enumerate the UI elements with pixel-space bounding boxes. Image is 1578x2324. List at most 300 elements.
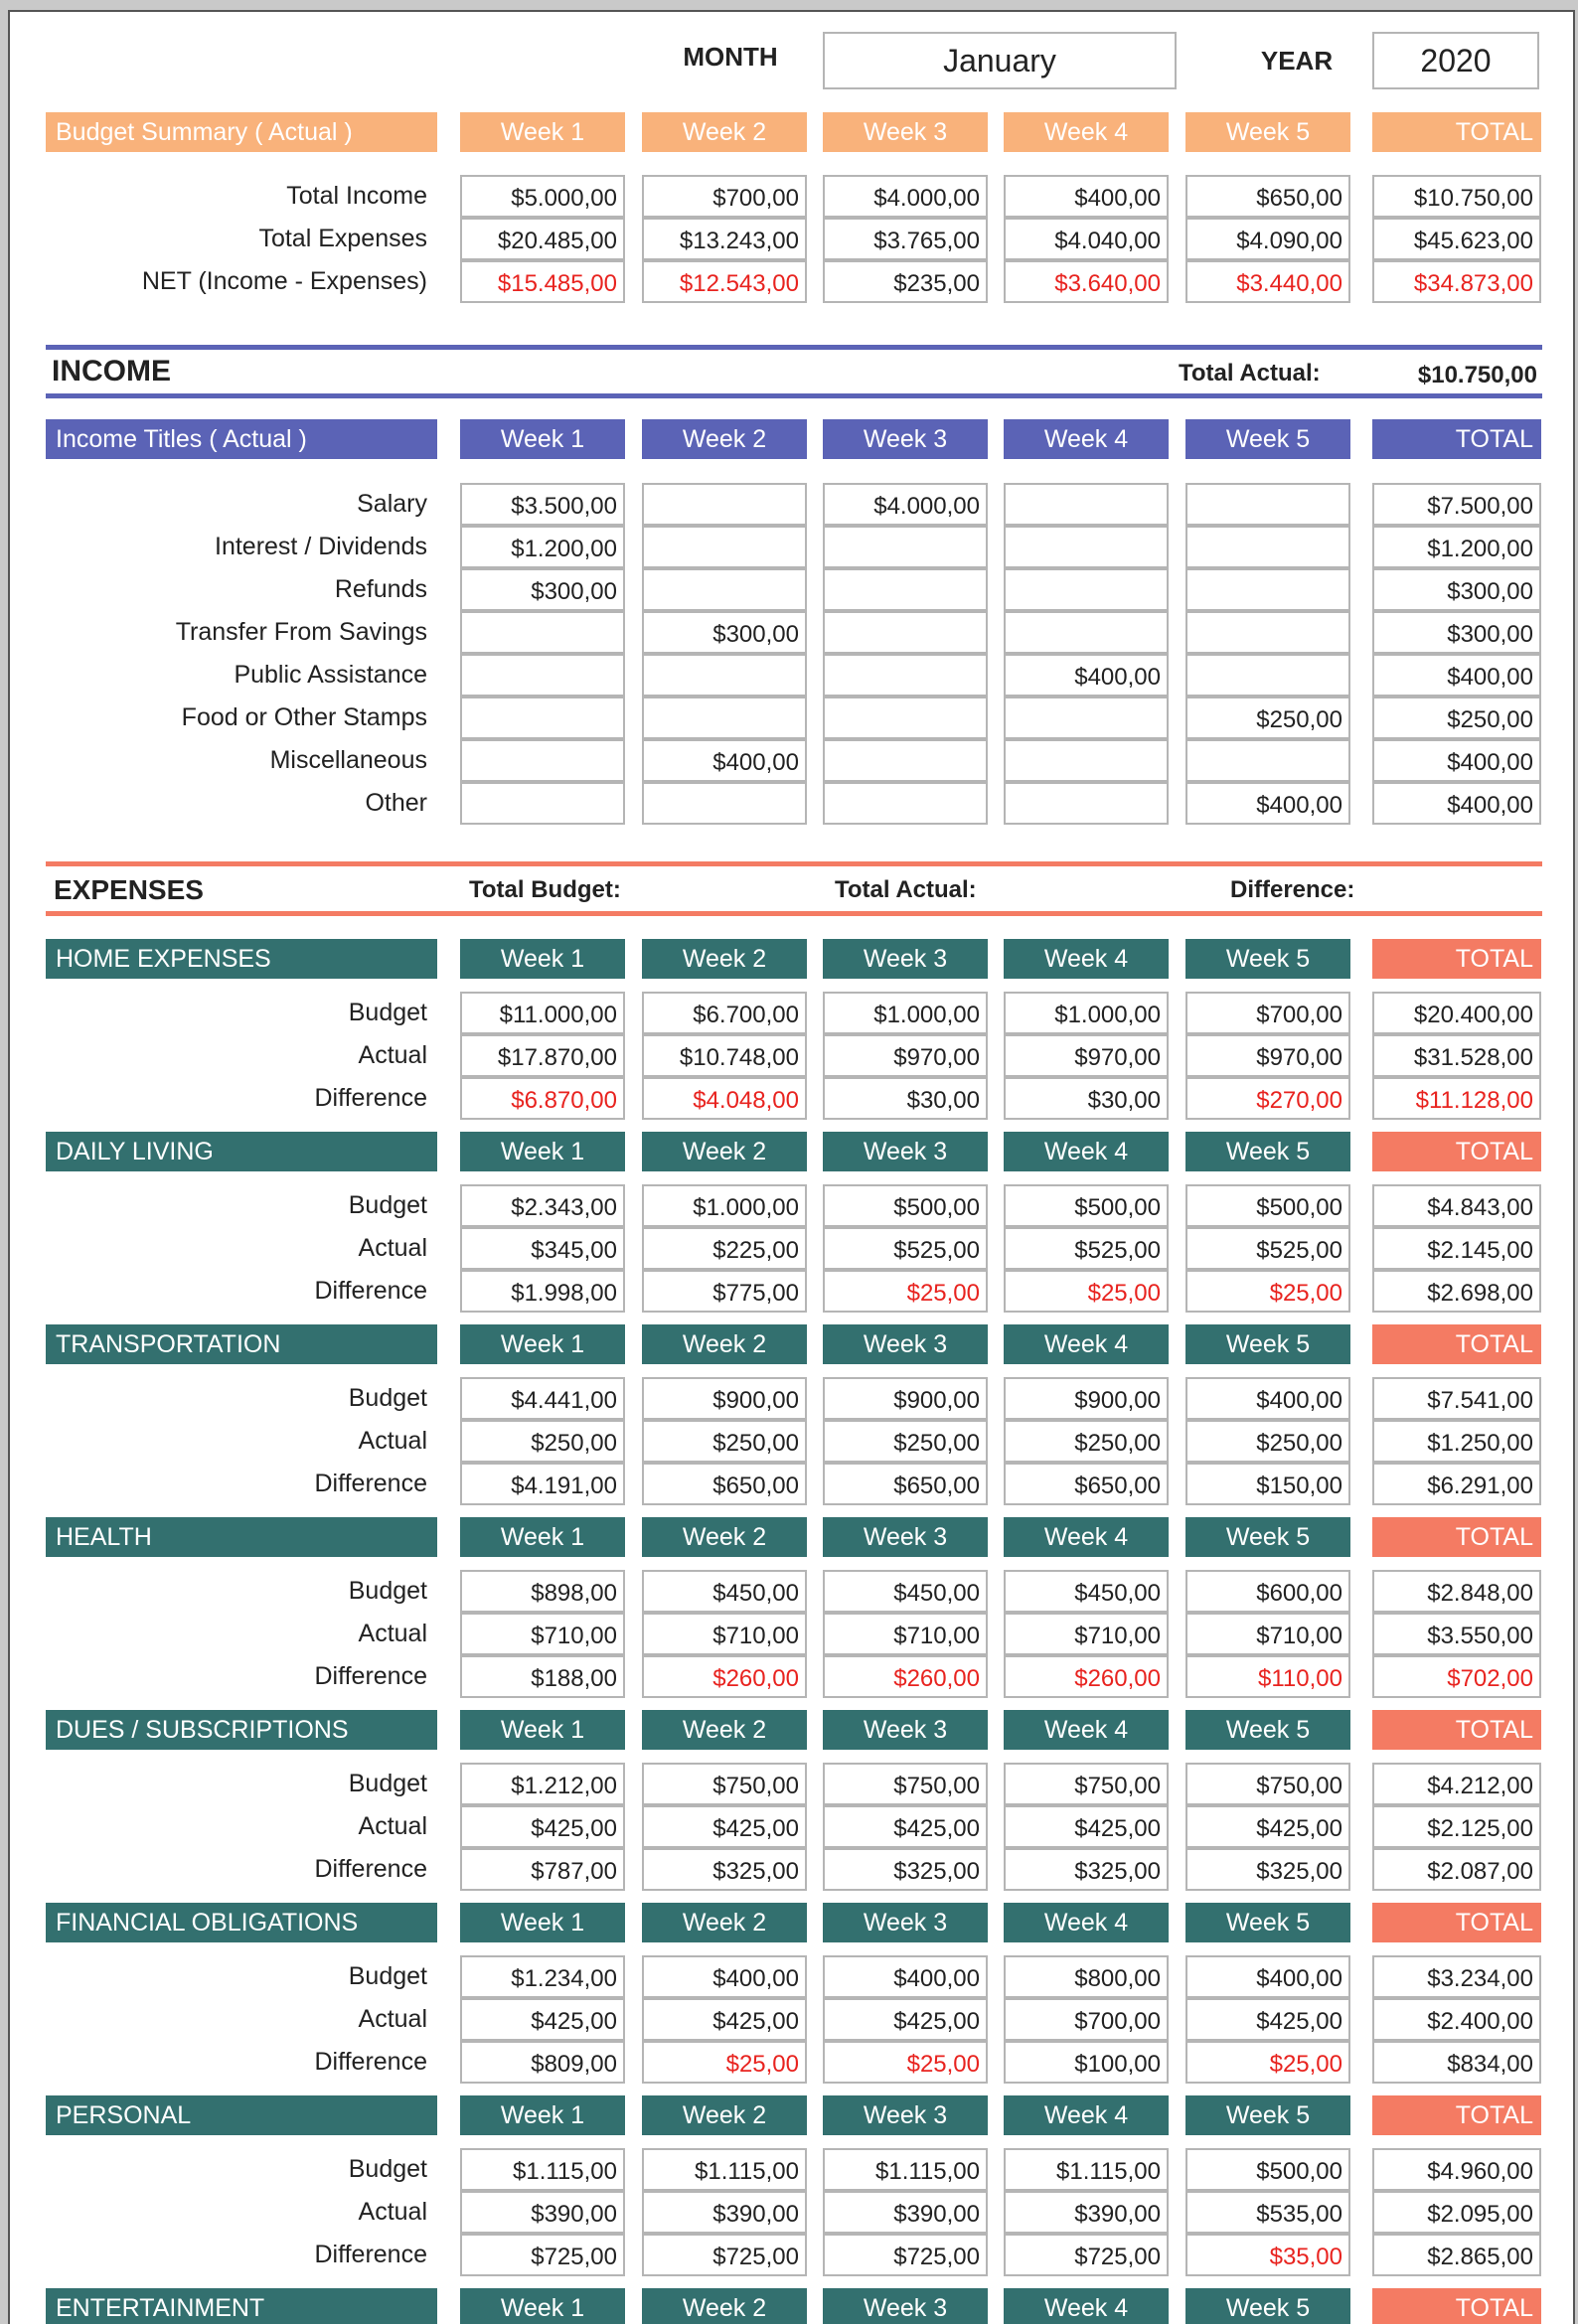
expense-section-7-row-1-cell-week-3[interactable]: $1.115,00 <box>823 2148 988 2191</box>
income-row-5-cell-week-1[interactable] <box>460 654 625 697</box>
income-row-6-cell-week-1[interactable] <box>460 697 625 739</box>
income-row-5-cell-week-3[interactable] <box>823 654 988 697</box>
summary-row-1-cell-total[interactable]: $10.750,00 <box>1372 175 1541 218</box>
expense-section-5-col-week-5: Week 5 <box>1185 1710 1350 1750</box>
expense-section-7-row-3-cell-week-5[interactable]: $35,00 <box>1185 2234 1350 2276</box>
expense-section-2-row-2-cell-week-3[interactable]: $525,00 <box>823 1227 988 1270</box>
expense-section-6-col-week-4: Week 4 <box>1004 1903 1169 1942</box>
expense-section-7-row-3-cell-week-2[interactable]: $725,00 <box>642 2234 807 2276</box>
expense-section-3-row-2-cell-week-2[interactable]: $250,00 <box>642 1420 807 1463</box>
expense-section-3-row-1-label: Budget <box>348 1384 427 1412</box>
summary-row-2-label: Total Expenses <box>258 225 427 252</box>
expense-section-2-row-2-cell-week-5[interactable]: $525,00 <box>1185 1227 1350 1270</box>
income-row-4-cell-total[interactable]: $300,00 <box>1372 611 1541 654</box>
expense-section-2-col-week-4: Week 4 <box>1004 1132 1169 1171</box>
expense-section-5-col-week-2: Week 2 <box>642 1710 807 1750</box>
income-row-7-cell-week-4[interactable] <box>1004 739 1169 782</box>
expense-section-3-title-bar: TRANSPORTATION <box>46 1324 437 1364</box>
expense-section-2-row-3-cell-week-3[interactable]: $25,00 <box>823 1270 988 1313</box>
expense-section-3-row-2-cell-week-3[interactable]: $250,00 <box>823 1420 988 1463</box>
income-total-value: $10.750,00 <box>1417 362 1537 388</box>
expense-section-3-row-1-cell-week-5[interactable]: $400,00 <box>1185 1377 1350 1420</box>
income-row-1-cell-week-3[interactable]: $4.000,00 <box>823 483 988 526</box>
expense-section-1-col-total: TOTAL <box>1372 939 1541 979</box>
expense-section-7-row-3-label: Difference <box>314 2241 427 2268</box>
expense-section-1-row-1-cell-week-5[interactable]: $700,00 <box>1185 992 1350 1034</box>
expense-section-6-title-bar: FINANCIAL OBLIGATIONS <box>46 1903 437 1942</box>
expense-section-1-row-1-cell-week-1[interactable]: $11.000,00 <box>460 992 625 1034</box>
expense-section-4-row-3-cell-week-2[interactable]: $260,00 <box>642 1655 807 1698</box>
expense-section-2-row-2-cell-week-2[interactable]: $225,00 <box>642 1227 807 1270</box>
income-row-2-cell-total[interactable]: $1.200,00 <box>1372 526 1541 568</box>
expense-section-5-row-1-cell-total[interactable]: $4.212,00 <box>1372 1763 1541 1805</box>
summary-col-week-4: Week 4 <box>1004 112 1169 152</box>
expense-section-3-col-week-1: Week 1 <box>460 1324 625 1364</box>
expense-section-7-row-1-cell-week-5[interactable]: $500,00 <box>1185 2148 1350 2191</box>
expense-section-3-row-1-cell-week-1[interactable]: $4.441,00 <box>460 1377 625 1420</box>
expenses-difference-label: Difference: <box>1230 876 1355 903</box>
expense-section-5-row-3-cell-week-1[interactable]: $787,00 <box>460 1848 625 1891</box>
expense-section-8-col-week-5: Week 5 <box>1185 2288 1350 2324</box>
expense-section-2-col-week-3: Week 3 <box>823 1132 988 1171</box>
expenses-bottom-rule <box>46 911 1542 916</box>
expense-section-2-col-total: TOTAL <box>1372 1132 1541 1171</box>
expense-section-1-row-3-cell-week-4[interactable]: $30,00 <box>1004 1077 1169 1120</box>
expense-section-3-row-3-cell-week-4[interactable]: $650,00 <box>1004 1463 1169 1505</box>
expense-section-7-row-2-cell-week-2[interactable]: $390,00 <box>642 2191 807 2234</box>
expense-section-5-row-1-cell-week-1[interactable]: $1.212,00 <box>460 1763 625 1805</box>
expense-section-3-row-3-cell-week-5[interactable]: $150,00 <box>1185 1463 1350 1505</box>
expense-section-2-row-1-cell-week-2[interactable]: $1.000,00 <box>642 1184 807 1227</box>
expense-section-6-row-1-cell-week-5[interactable]: $400,00 <box>1185 1955 1350 1998</box>
expense-section-5-row-3-cell-total[interactable]: $2.087,00 <box>1372 1848 1541 1891</box>
month-label: MONTH <box>683 42 778 72</box>
expense-section-6-row-2-label: Actual <box>358 2005 427 2033</box>
expense-section-1-row-3-cell-total[interactable]: $11.128,00 <box>1372 1077 1541 1120</box>
expense-section-7-row-1-cell-week-4[interactable]: $1.115,00 <box>1004 2148 1169 2191</box>
income-row-4-label: Transfer From Savings <box>175 618 427 646</box>
expense-section-1-row-2-cell-week-5[interactable]: $970,00 <box>1185 1034 1350 1077</box>
expense-section-4-row-1-cell-week-4[interactable]: $450,00 <box>1004 1570 1169 1613</box>
expense-section-5-row-2-cell-week-2[interactable]: $425,00 <box>642 1805 807 1848</box>
expense-section-5-row-3-cell-week-2[interactable]: $325,00 <box>642 1848 807 1891</box>
expense-section-6-row-1-cell-total[interactable]: $3.234,00 <box>1372 1955 1541 1998</box>
expense-section-6-row-2-cell-total[interactable]: $2.400,00 <box>1372 1998 1541 2041</box>
expense-section-5-row-2-cell-week-4[interactable]: $425,00 <box>1004 1805 1169 1848</box>
expense-section-3-col-week-4: Week 4 <box>1004 1324 1169 1364</box>
income-row-5-cell-total[interactable]: $400,00 <box>1372 654 1541 697</box>
expense-section-6-row-2-cell-week-3[interactable]: $425,00 <box>823 1998 988 2041</box>
expense-section-7-row-1-cell-week-2[interactable]: $1.115,00 <box>642 2148 807 2191</box>
expense-section-2-row-3-cell-week-2[interactable]: $775,00 <box>642 1270 807 1313</box>
income-row-7-label: Miscellaneous <box>269 746 427 774</box>
expense-section-7-row-3-cell-week-3[interactable]: $725,00 <box>823 2234 988 2276</box>
expense-section-4-row-1-cell-week-2[interactable]: $450,00 <box>642 1570 807 1613</box>
income-row-3-cell-week-2[interactable] <box>642 568 807 611</box>
income-row-6-cell-total[interactable]: $250,00 <box>1372 697 1541 739</box>
summary-row-1-cell-week-1[interactable]: $5.000,00 <box>460 175 625 218</box>
expense-section-1-col-week-2: Week 2 <box>642 939 807 979</box>
expense-section-5-row-2-cell-week-5[interactable]: $425,00 <box>1185 1805 1350 1848</box>
expense-section-7-row-3-cell-total[interactable]: $2.865,00 <box>1372 2234 1541 2276</box>
expense-section-1-col-week-1: Week 1 <box>460 939 625 979</box>
income-row-2-cell-week-5[interactable] <box>1185 526 1350 568</box>
expense-section-7-row-2-label: Actual <box>358 2198 427 2226</box>
expense-section-1-row-1-cell-week-4[interactable]: $1.000,00 <box>1004 992 1169 1034</box>
expense-section-2-row-3-cell-week-4[interactable]: $25,00 <box>1004 1270 1169 1313</box>
expense-section-4-row-1-cell-week-1[interactable]: $898,00 <box>460 1570 625 1613</box>
expense-section-5-row-2-cell-week-3[interactable]: $425,00 <box>823 1805 988 1848</box>
expense-section-4-row-2-cell-week-2[interactable]: $710,00 <box>642 1613 807 1655</box>
expense-section-3-row-3-cell-week-2[interactable]: $650,00 <box>642 1463 807 1505</box>
income-row-7-cell-total[interactable]: $400,00 <box>1372 739 1541 782</box>
summary-row-2-cell-week-1[interactable]: $20.485,00 <box>460 218 625 260</box>
expense-section-4-row-1-cell-week-5[interactable]: $600,00 <box>1185 1570 1350 1613</box>
summary-col-week-1: Week 1 <box>460 112 625 152</box>
income-row-8-cell-week-5[interactable]: $400,00 <box>1185 782 1350 825</box>
income-row-7-cell-week-3[interactable] <box>823 739 988 782</box>
summary-row-3-cell-week-2[interactable]: $12.543,00 <box>642 260 807 303</box>
expense-section-5-row-3-label: Difference <box>314 1855 427 1883</box>
income-row-1-cell-week-2[interactable] <box>642 483 807 526</box>
expense-section-4-row-2-cell-week-3[interactable]: $710,00 <box>823 1613 988 1655</box>
income-row-4-cell-week-5[interactable] <box>1185 611 1350 654</box>
summary-row-2-cell-week-5[interactable]: $4.090,00 <box>1185 218 1350 260</box>
expense-section-6-row-3-cell-total[interactable]: $834,00 <box>1372 2041 1541 2084</box>
income-row-5-cell-week-4[interactable]: $400,00 <box>1004 654 1169 697</box>
expense-section-6-row-2-cell-week-2[interactable]: $425,00 <box>642 1998 807 2041</box>
expense-section-6-row-1-cell-week-3[interactable]: $400,00 <box>823 1955 988 1998</box>
summary-row-1-cell-week-5[interactable]: $650,00 <box>1185 175 1350 218</box>
expense-section-5-row-3-cell-week-5[interactable]: $325,00 <box>1185 1848 1350 1891</box>
income-col-total: TOTAL <box>1372 419 1541 459</box>
expense-section-6-row-3-cell-week-5[interactable]: $25,00 <box>1185 2041 1350 2084</box>
income-top-rule <box>46 345 1542 350</box>
expenses-total-actual-label: Total Actual: <box>835 876 977 903</box>
income-row-3-cell-week-1[interactable]: $300,00 <box>460 568 625 611</box>
expense-section-3-row-2-label: Actual <box>358 1427 427 1455</box>
expenses-top-rule <box>46 861 1542 866</box>
expense-section-1-col-week-5: Week 5 <box>1185 939 1350 979</box>
income-col-week-3: Week 3 <box>823 419 988 459</box>
income-row-2-cell-week-4[interactable] <box>1004 526 1169 568</box>
expense-section-1-row-1-cell-total[interactable]: $20.400,00 <box>1372 992 1541 1034</box>
expense-section-4-title-bar: HEALTH <box>46 1517 437 1557</box>
expense-section-3-col-week-3: Week 3 <box>823 1324 988 1364</box>
income-row-3-cell-week-3[interactable] <box>823 568 988 611</box>
expense-section-4-row-1-cell-week-3[interactable]: $450,00 <box>823 1570 988 1613</box>
income-row-1-cell-total[interactable]: $7.500,00 <box>1372 483 1541 526</box>
expense-section-3-col-total: TOTAL <box>1372 1324 1541 1364</box>
income-col-week-4: Week 4 <box>1004 419 1169 459</box>
expense-section-6-col-week-5: Week 5 <box>1185 1903 1350 1942</box>
expense-section-3-col-week-5: Week 5 <box>1185 1324 1350 1364</box>
expense-section-7-row-2-cell-week-4[interactable]: $390,00 <box>1004 2191 1169 2234</box>
expense-section-3-row-3-cell-week-1[interactable]: $4.191,00 <box>460 1463 625 1505</box>
expense-section-6-row-3-cell-week-2[interactable]: $25,00 <box>642 2041 807 2084</box>
expense-section-4-row-1-cell-total[interactable]: $2.848,00 <box>1372 1570 1541 1613</box>
expense-section-1-row-2-label: Actual <box>358 1041 427 1069</box>
expense-section-6-row-3-cell-week-4[interactable]: $100,00 <box>1004 2041 1169 2084</box>
expense-section-2-col-week-5: Week 5 <box>1185 1132 1350 1171</box>
summary-row-3-label: NET (Income - Expenses) <box>141 267 427 295</box>
expense-section-3-row-2-cell-total[interactable]: $1.250,00 <box>1372 1420 1541 1463</box>
expense-section-5-row-3-cell-week-4[interactable]: $325,00 <box>1004 1848 1169 1891</box>
expense-section-1-row-3-cell-week-3[interactable]: $30,00 <box>823 1077 988 1120</box>
expense-section-4-row-2-cell-week-1[interactable]: $710,00 <box>460 1613 625 1655</box>
expense-section-7-row-2-cell-total[interactable]: $2.095,00 <box>1372 2191 1541 2234</box>
expense-section-1-row-3-cell-week-1[interactable]: $6.870,00 <box>460 1077 625 1120</box>
expense-section-2-row-2-label: Actual <box>358 1234 427 1262</box>
expense-section-1-row-1-label: Budget <box>348 999 427 1026</box>
income-row-8-cell-total[interactable]: $400,00 <box>1372 782 1541 825</box>
expense-section-2-row-3-cell-week-1[interactable]: $1.998,00 <box>460 1270 625 1313</box>
expense-section-2-row-1-cell-total[interactable]: $4.843,00 <box>1372 1184 1541 1227</box>
income-row-5-cell-week-2[interactable] <box>642 654 807 697</box>
income-row-6-label: Food or Other Stamps <box>181 703 427 731</box>
expense-section-7-row-2-cell-week-1[interactable]: $390,00 <box>460 2191 625 2234</box>
expense-section-7-row-2-cell-week-3[interactable]: $390,00 <box>823 2191 988 2234</box>
summary-col-total: TOTAL <box>1372 112 1541 152</box>
expense-section-3-row-2-cell-week-4[interactable]: $250,00 <box>1004 1420 1169 1463</box>
expense-section-3-row-2-cell-week-5[interactable]: $250,00 <box>1185 1420 1350 1463</box>
income-total-label: Total Actual: <box>1179 360 1321 387</box>
income-row-8-cell-week-2[interactable] <box>642 782 807 825</box>
summary-row-2-cell-week-2[interactable]: $13.243,00 <box>642 218 807 260</box>
expense-section-1-row-1-cell-week-3[interactable]: $1.000,00 <box>823 992 988 1034</box>
expense-section-6-row-3-cell-week-3[interactable]: $25,00 <box>823 2041 988 2084</box>
expense-section-6-col-week-1: Week 1 <box>460 1903 625 1942</box>
summary-row-2-cell-week-4[interactable]: $4.040,00 <box>1004 218 1169 260</box>
income-row-6-cell-week-5[interactable]: $250,00 <box>1185 697 1350 739</box>
expense-section-3-row-3-cell-week-3[interactable]: $650,00 <box>823 1463 988 1505</box>
expense-section-3-row-1-cell-week-2[interactable]: $900,00 <box>642 1377 807 1420</box>
expense-section-6-row-1-cell-week-4[interactable]: $800,00 <box>1004 1955 1169 1998</box>
income-row-2-cell-week-1[interactable]: $1.200,00 <box>460 526 625 568</box>
expense-section-7-row-3-cell-week-1[interactable]: $725,00 <box>460 2234 625 2276</box>
expense-section-8-col-total: TOTAL <box>1372 2288 1541 2324</box>
expense-section-2-row-2-cell-week-4[interactable]: $525,00 <box>1004 1227 1169 1270</box>
expense-section-2-row-3-cell-total[interactable]: $2.698,00 <box>1372 1270 1541 1313</box>
income-row-3-cell-total[interactable]: $300,00 <box>1372 568 1541 611</box>
expense-section-7-col-week-1: Week 1 <box>460 2095 625 2135</box>
income-row-7-cell-week-1[interactable] <box>460 739 625 782</box>
expense-section-7-row-3-cell-week-4[interactable]: $725,00 <box>1004 2234 1169 2276</box>
expense-section-3-row-3-cell-total[interactable]: $6.291,00 <box>1372 1463 1541 1505</box>
expense-section-1-row-3-cell-week-5[interactable]: $270,00 <box>1185 1077 1350 1120</box>
expense-section-4-row-3-cell-total[interactable]: $702,00 <box>1372 1655 1541 1698</box>
summary-row-3-cell-week-1[interactable]: $15.485,00 <box>460 260 625 303</box>
summary-row-2-cell-week-3[interactable]: $3.765,00 <box>823 218 988 260</box>
income-row-1-cell-week-5[interactable] <box>1185 483 1350 526</box>
expense-section-3-row-1-cell-week-4[interactable]: $900,00 <box>1004 1377 1169 1420</box>
expense-section-4-row-2-cell-total[interactable]: $3.550,00 <box>1372 1613 1541 1655</box>
income-row-8-cell-week-1[interactable] <box>460 782 625 825</box>
expense-section-4-row-1-label: Budget <box>348 1577 427 1605</box>
income-row-5-cell-week-5[interactable] <box>1185 654 1350 697</box>
expense-section-3-row-3-label: Difference <box>314 1470 427 1497</box>
expense-section-5-row-1-cell-week-4[interactable]: $750,00 <box>1004 1763 1169 1805</box>
expense-section-6-row-1-label: Budget <box>348 1962 427 1990</box>
expense-section-6-row-1-cell-week-1[interactable]: $1.234,00 <box>460 1955 625 1998</box>
income-row-8-label: Other <box>365 789 427 817</box>
income-col-week-2: Week 2 <box>642 419 807 459</box>
expense-section-5-col-week-1: Week 1 <box>460 1710 625 1750</box>
expense-section-2-row-1-label: Budget <box>348 1191 427 1219</box>
expense-section-3-row-1-cell-week-3[interactable]: $900,00 <box>823 1377 988 1420</box>
expense-section-6-col-total: TOTAL <box>1372 1903 1541 1942</box>
income-row-8-cell-week-4[interactable] <box>1004 782 1169 825</box>
expense-section-2-col-week-2: Week 2 <box>642 1132 807 1171</box>
budget-sheet <box>8 10 1575 2324</box>
expense-section-7-row-1-label: Budget <box>348 2155 427 2183</box>
expense-section-7-row-1-cell-total[interactable]: $4.960,00 <box>1372 2148 1541 2191</box>
expense-section-4-row-2-cell-week-5[interactable]: $710,00 <box>1185 1613 1350 1655</box>
expense-section-8-col-week-4: Week 4 <box>1004 2288 1169 2324</box>
expense-section-1-row-2-cell-week-1[interactable]: $17.870,00 <box>460 1034 625 1077</box>
expense-section-1-row-2-cell-week-4[interactable]: $970,00 <box>1004 1034 1169 1077</box>
summary-row-1-cell-week-4[interactable]: $400,00 <box>1004 175 1169 218</box>
expense-section-1-title-bar: HOME EXPENSES <box>46 939 437 979</box>
income-row-3-cell-week-5[interactable] <box>1185 568 1350 611</box>
expense-section-4-row-3-label: Difference <box>314 1662 427 1690</box>
summary-col-week-5: Week 5 <box>1185 112 1350 152</box>
expense-section-4-col-total: TOTAL <box>1372 1517 1541 1557</box>
expense-section-1-row-2-cell-total[interactable]: $31.528,00 <box>1372 1034 1541 1077</box>
expense-section-7-title-bar: PERSONAL <box>46 2095 437 2135</box>
summary-title-bar: Budget Summary ( Actual ) <box>46 112 437 152</box>
month-field[interactable]: January <box>823 32 1177 89</box>
expense-section-5-col-week-3: Week 3 <box>823 1710 988 1750</box>
expenses-title: EXPENSES <box>54 874 204 905</box>
income-title-bar: Income Titles ( Actual ) <box>46 419 437 459</box>
expense-section-8-col-week-3: Week 3 <box>823 2288 988 2324</box>
expense-section-6-row-2-cell-week-4[interactable]: $700,00 <box>1004 1998 1169 2041</box>
expense-section-5-row-2-label: Actual <box>358 1812 427 1840</box>
income-row-2-cell-week-3[interactable] <box>823 526 988 568</box>
expense-section-1-row-2-cell-week-3[interactable]: $970,00 <box>823 1034 988 1077</box>
income-col-week-1: Week 1 <box>460 419 625 459</box>
income-row-3-cell-week-4[interactable] <box>1004 568 1169 611</box>
expense-section-2-row-1-cell-week-4[interactable]: $500,00 <box>1004 1184 1169 1227</box>
expense-section-2-row-2-cell-week-1[interactable]: $345,00 <box>460 1227 625 1270</box>
year-label: YEAR <box>1260 46 1334 76</box>
expense-section-2-row-1-cell-week-1[interactable]: $2.343,00 <box>460 1184 625 1227</box>
expense-section-7-row-1-cell-week-1[interactable]: $1.115,00 <box>460 2148 625 2191</box>
expense-section-6-col-week-3: Week 3 <box>823 1903 988 1942</box>
income-row-1-cell-week-4[interactable] <box>1004 483 1169 526</box>
expense-section-4-col-week-1: Week 1 <box>460 1517 625 1557</box>
year-field[interactable]: 2020 <box>1372 32 1539 89</box>
income-row-6-cell-week-2[interactable] <box>642 697 807 739</box>
summary-col-week-3: Week 3 <box>823 112 988 152</box>
expense-section-3-row-2-cell-week-1[interactable]: $250,00 <box>460 1420 625 1463</box>
expense-section-2-row-3-label: Difference <box>314 1277 427 1305</box>
expense-section-5-col-total: TOTAL <box>1372 1710 1541 1750</box>
expense-section-2-row-1-cell-week-3[interactable]: $500,00 <box>823 1184 988 1227</box>
expense-section-5-row-1-cell-week-3[interactable]: $750,00 <box>823 1763 988 1805</box>
expense-section-3-row-1-cell-total[interactable]: $7.541,00 <box>1372 1377 1541 1420</box>
expenses-total-budget-label: Total Budget: <box>469 876 621 903</box>
expense-section-5-row-1-label: Budget <box>348 1770 427 1797</box>
expense-section-7-row-2-cell-week-5[interactable]: $535,00 <box>1185 2191 1350 2234</box>
expense-section-2-row-1-cell-week-5[interactable]: $500,00 <box>1185 1184 1350 1227</box>
income-row-4-cell-week-4[interactable] <box>1004 611 1169 654</box>
expense-section-6-col-week-2: Week 2 <box>642 1903 807 1942</box>
expense-section-1-col-week-4: Week 4 <box>1004 939 1169 979</box>
income-row-1-cell-week-1[interactable]: $3.500,00 <box>460 483 625 526</box>
expense-section-1-col-week-3: Week 3 <box>823 939 988 979</box>
summary-row-1-cell-week-2[interactable]: $700,00 <box>642 175 807 218</box>
expense-section-5-col-week-4: Week 4 <box>1004 1710 1169 1750</box>
income-row-7-cell-week-2[interactable]: $400,00 <box>642 739 807 782</box>
summary-row-3-cell-week-5[interactable]: $3.440,00 <box>1185 260 1350 303</box>
summary-row-3-cell-week-4[interactable]: $3.640,00 <box>1004 260 1169 303</box>
expense-section-5-row-1-cell-week-2[interactable]: $750,00 <box>642 1763 807 1805</box>
expense-section-7-col-total: TOTAL <box>1372 2095 1541 2135</box>
income-row-2-cell-week-2[interactable] <box>642 526 807 568</box>
expense-section-4-col-week-5: Week 5 <box>1185 1517 1350 1557</box>
expense-section-4-col-week-3: Week 3 <box>823 1517 988 1557</box>
expense-section-5-row-2-cell-total[interactable]: $2.125,00 <box>1372 1805 1541 1848</box>
expense-section-5-row-3-cell-week-3[interactable]: $325,00 <box>823 1848 988 1891</box>
income-bottom-rule <box>46 393 1542 398</box>
income-row-4-cell-week-1[interactable] <box>460 611 625 654</box>
expense-section-2-row-2-cell-total[interactable]: $2.145,00 <box>1372 1227 1541 1270</box>
income-row-1-label: Salary <box>357 490 427 518</box>
expense-section-8-col-week-1: Week 1 <box>460 2288 625 2324</box>
income-row-7-cell-week-5[interactable] <box>1185 739 1350 782</box>
expense-section-4-row-3-cell-week-3[interactable]: $260,00 <box>823 1655 988 1698</box>
expense-section-8-col-week-2: Week 2 <box>642 2288 807 2324</box>
summary-row-2-cell-total[interactable]: $45.623,00 <box>1372 218 1541 260</box>
summary-row-1-cell-week-3[interactable]: $4.000,00 <box>823 175 988 218</box>
expense-section-1-row-3-cell-week-2[interactable]: $4.048,00 <box>642 1077 807 1120</box>
income-row-2-label: Interest / Dividends <box>215 533 427 560</box>
expense-section-6-row-1-cell-week-2[interactable]: $400,00 <box>642 1955 807 1998</box>
expense-section-1-row-2-cell-week-2[interactable]: $10.748,00 <box>642 1034 807 1077</box>
income-col-week-5: Week 5 <box>1185 419 1350 459</box>
expense-section-4-row-2-cell-week-4[interactable]: $710,00 <box>1004 1613 1169 1655</box>
summary-row-3-cell-week-3[interactable]: $235,00 <box>823 260 988 303</box>
expense-section-6-row-2-cell-week-1[interactable]: $425,00 <box>460 1998 625 2041</box>
expense-section-5-row-2-cell-week-1[interactable]: $425,00 <box>460 1805 625 1848</box>
income-row-3-label: Refunds <box>334 575 427 603</box>
expense-section-6-row-3-cell-week-1[interactable]: $809,00 <box>460 2041 625 2084</box>
summary-row-3-cell-total[interactable]: $34.873,00 <box>1372 260 1541 303</box>
income-row-8-cell-week-3[interactable] <box>823 782 988 825</box>
expense-section-4-col-week-2: Week 2 <box>642 1517 807 1557</box>
income-row-5-label: Public Assistance <box>234 661 427 689</box>
expense-section-4-row-3-cell-week-5[interactable]: $110,00 <box>1185 1655 1350 1698</box>
expense-section-4-row-3-cell-week-1[interactable]: $188,00 <box>460 1655 625 1698</box>
income-row-4-cell-week-2[interactable]: $300,00 <box>642 611 807 654</box>
expense-section-5-title-bar: DUES / SUBSCRIPTIONS <box>46 1710 437 1750</box>
expense-section-1-row-1-cell-week-2[interactable]: $6.700,00 <box>642 992 807 1034</box>
income-row-6-cell-week-3[interactable] <box>823 697 988 739</box>
expense-section-2-col-week-1: Week 1 <box>460 1132 625 1171</box>
income-row-4-cell-week-3[interactable] <box>823 611 988 654</box>
expense-section-7-col-week-5: Week 5 <box>1185 2095 1350 2135</box>
income-row-6-cell-week-4[interactable] <box>1004 697 1169 739</box>
expense-section-5-row-1-cell-week-5[interactable]: $750,00 <box>1185 1763 1350 1805</box>
summary-col-week-2: Week 2 <box>642 112 807 152</box>
expense-section-6-row-2-cell-week-5[interactable]: $425,00 <box>1185 1998 1350 2041</box>
income-title: INCOME <box>52 355 171 387</box>
expense-section-4-row-3-cell-week-4[interactable]: $260,00 <box>1004 1655 1169 1698</box>
expense-section-2-row-3-cell-week-5[interactable]: $25,00 <box>1185 1270 1350 1313</box>
expense-section-7-col-week-2: Week 2 <box>642 2095 807 2135</box>
